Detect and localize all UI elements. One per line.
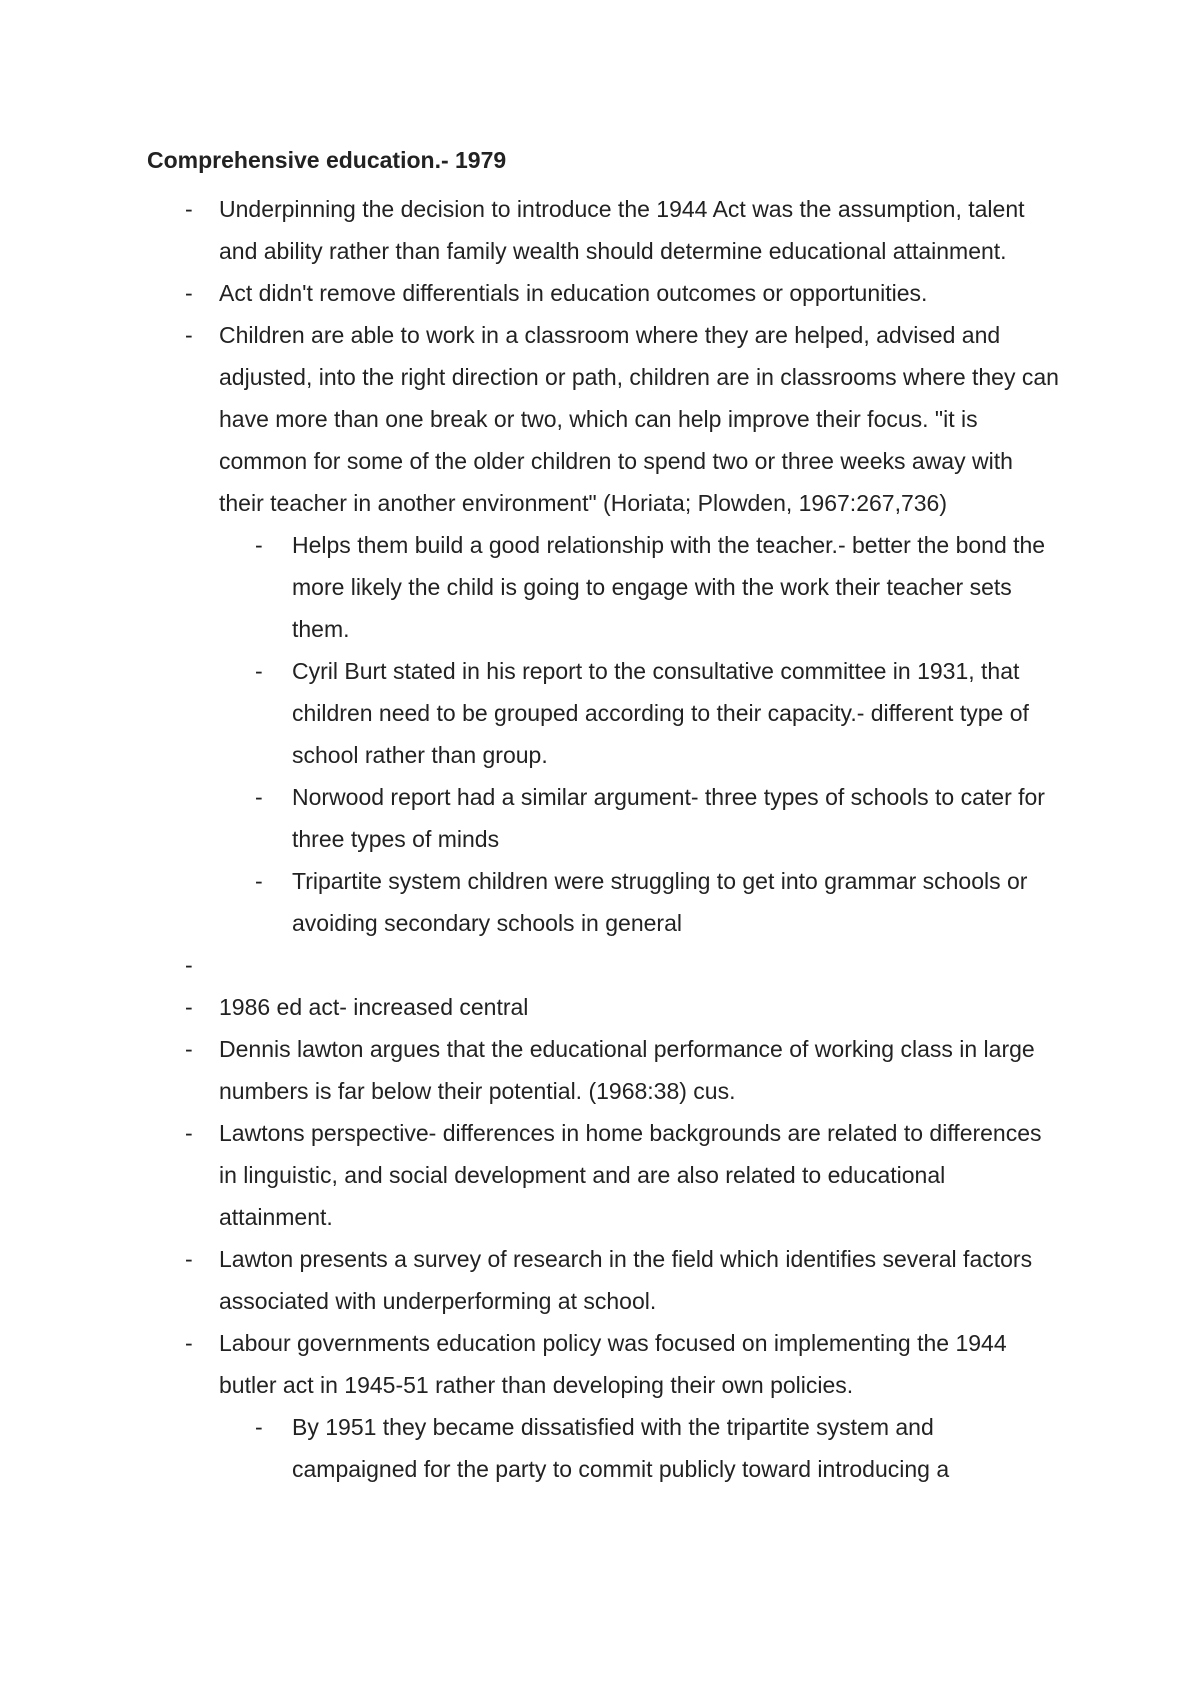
bullet-list bbox=[0, 188, 1200, 1490]
list-item bbox=[0, 944, 1059, 986]
list-item-text: Helps them build a good relationship with the teacher.- better the bond the more likely the child is going to engage with the work their teacher sets them. bbox=[292, 532, 1046, 642]
list-item-text: Children are able to work in a classroom where they are helped, advised and adjusted, into the right direction or path, children are in classrooms where they can have more than one break or two, which can help improve their focus. "it is common for some of the older children to spend two or three weeks away with their teacher in another environment" (Horiata; Plowden, 1967:267,736) bbox=[219, 322, 1059, 516]
bullet-dash: - bbox=[255, 868, 263, 894]
list-item-text: Act didn't remove differentials in education outcomes or opportunities. bbox=[219, 280, 928, 306]
list-item bbox=[0, 1112, 1059, 1238]
bullet-dash: - bbox=[185, 1120, 193, 1146]
list-item bbox=[0, 314, 1059, 524]
list-item-text: Labour governments education policy was focused on implementing the 1944 butler act in 1945-51 rather than developing their own policies. bbox=[219, 1330, 1007, 1398]
list-item-text bbox=[219, 944, 1059, 986]
sub-list-item bbox=[0, 776, 1062, 860]
list-item-text: By 1951 they became dissatisfied with the tripartite system and campaigned for the party to commit publicly toward introducing a bbox=[292, 1414, 950, 1482]
list-item bbox=[0, 272, 1059, 314]
list-item-text: 1986 ed act- increased central bbox=[219, 994, 529, 1020]
sub-list-item bbox=[0, 650, 1062, 776]
list-item-text: Cyril Burt stated in his report to the consultative committee in 1931, that children need to be grouped according to their capacity.- different type of school rather than group. bbox=[292, 658, 1029, 768]
bullet-dash: - bbox=[185, 1036, 193, 1062]
bullet-dash: - bbox=[185, 322, 193, 348]
bullet-dash: - bbox=[185, 1330, 193, 1356]
bullet-dash: - bbox=[255, 1414, 263, 1440]
sub-list-item bbox=[0, 860, 1062, 944]
list-item bbox=[0, 986, 1059, 1028]
list-item-text: Norwood report had a similar argument- three types of schools to cater for three types of minds bbox=[292, 784, 1045, 852]
list-item-text: Underpinning the decision to introduce the 1944 Act was the assumption, talent and ability rather than family wealth should determine educational attainment. bbox=[219, 196, 1025, 264]
bullet-dash: - bbox=[185, 280, 193, 306]
bullet-dash: - bbox=[255, 532, 263, 558]
bullet-dash: - bbox=[185, 994, 193, 1020]
bullet-dash: - bbox=[185, 196, 193, 222]
document-title: Comprehensive education.- 1979 bbox=[147, 147, 507, 173]
list-item bbox=[0, 188, 1059, 272]
list-item-text: Tripartite system children were struggling to get into grammar schools or avoiding secondary schools in general bbox=[292, 868, 1028, 936]
list-item bbox=[0, 1322, 1059, 1406]
bullet-dash: - bbox=[255, 784, 263, 810]
list-item-text: Lawtons perspective- differences in home backgrounds are related to differences in linguistic, and social development and are also related to educational attainment. bbox=[219, 1120, 1042, 1230]
sub-list-item bbox=[0, 524, 1062, 650]
bullet-dash: - bbox=[255, 658, 263, 684]
bullet-dash: - bbox=[185, 952, 193, 978]
bullet-dash: - bbox=[185, 1246, 193, 1272]
list-item bbox=[0, 1028, 1059, 1112]
list-item-text: Lawton presents a survey of research in the field which identifies several factors associated with underperforming at school. bbox=[219, 1246, 1033, 1314]
list-item bbox=[0, 1238, 1059, 1322]
list-item-text: Dennis lawton argues that the educational performance of working class in large numbers is far below their potential. (1968:38) cus. bbox=[219, 1036, 1035, 1104]
sub-list-item bbox=[0, 1406, 1062, 1490]
